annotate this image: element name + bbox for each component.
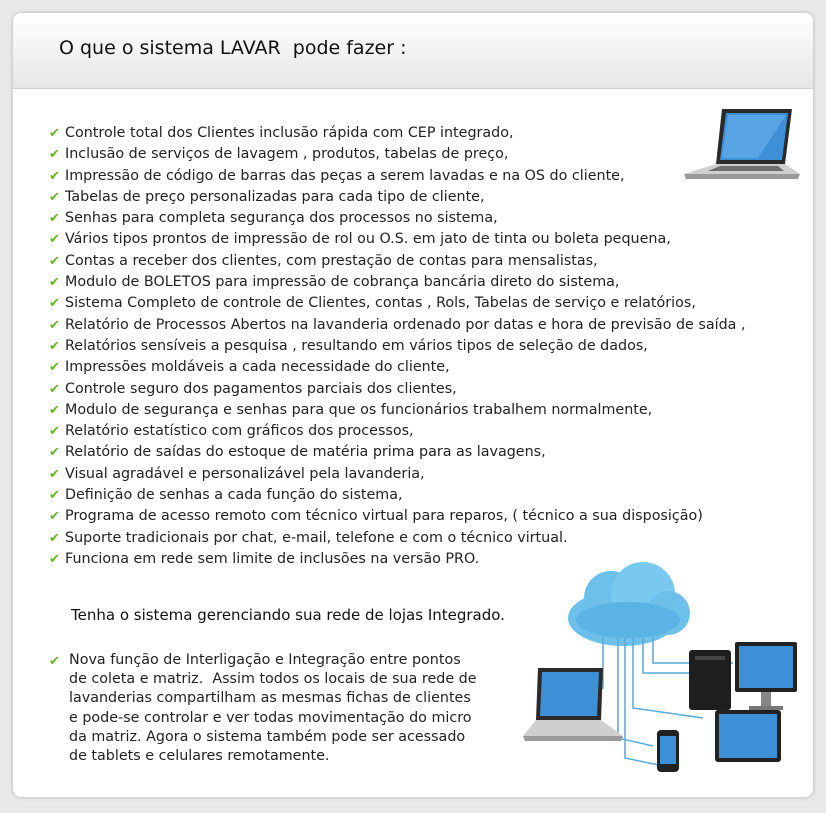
cloud-icon bbox=[568, 562, 690, 646]
check-icon: ✔ bbox=[49, 275, 60, 291]
list-item: ✔ Visual agradável e personalizável pela lavanderia, bbox=[49, 464, 746, 485]
check-icon: ✔ bbox=[49, 360, 60, 376]
list-item: ✔ Impressão de código de barras das peças a serem lavadas e na OS do cliente, bbox=[49, 166, 746, 187]
check-icon: ✔ bbox=[49, 168, 60, 184]
integration-feature bbox=[49, 651, 477, 766]
check-icon: ✔ bbox=[49, 189, 60, 205]
cloud-network-illustration bbox=[503, 558, 808, 793]
check-icon: ✔ bbox=[49, 488, 60, 504]
list-item: ✔ Senhas para completa segurança dos processos no sistema, bbox=[49, 208, 746, 229]
list-item: ✔ Controle total dos Clientes inclusão rápida com CEP integrado, bbox=[49, 123, 746, 144]
list-item: ✔ Tabelas de preço personalizadas para cada tipo de cliente, bbox=[49, 187, 746, 208]
list-item: ✔ Impressões moldáveis a cada necessidade do cliente, bbox=[49, 357, 746, 378]
check-icon: ✔ bbox=[49, 253, 60, 269]
feature-list bbox=[49, 123, 746, 570]
tagline: Tenha o sistema gerenciando sua rede de lojas Integrado. bbox=[71, 606, 505, 624]
check-icon: ✔ bbox=[49, 551, 60, 567]
check-icon: ✔ bbox=[49, 296, 60, 312]
computer-tower-icon bbox=[689, 650, 731, 710]
list-item: ✔ Inclusão de serviços de lavagem , produtos, tabelas de preço, bbox=[49, 144, 746, 165]
list-item: ✔ Definição de senhas a cada função do sistema, bbox=[49, 485, 746, 506]
check-icon: ✔ bbox=[49, 338, 60, 354]
content-card bbox=[13, 13, 813, 797]
check-icon: ✔ bbox=[49, 147, 60, 163]
page-title: O que o sistema LAVAR pode fazer : bbox=[59, 37, 407, 59]
list-item: ✔ Relatórios sensíveis a pesquisa , resultando em vários tipos de seleção de dados, bbox=[49, 336, 746, 357]
monitor-icon bbox=[735, 642, 797, 710]
list-item: ✔ Relatório de saídas do estoque de matéria prima para as lavagens, bbox=[49, 442, 746, 463]
list-item: ✔ Suporte tradicionais por chat, e-mail, telefone e com o técnico virtual. bbox=[49, 528, 746, 549]
check-icon: ✔ bbox=[49, 445, 60, 461]
check-icon: ✔ bbox=[49, 232, 60, 248]
check-icon: ✔ bbox=[49, 466, 60, 482]
check-icon: ✔ bbox=[49, 509, 60, 525]
list-item: ✔ Modulo de BOLETOS para impressão de cobrança bancária direto do sistema, bbox=[49, 272, 746, 293]
check-icon: ✔ bbox=[49, 654, 60, 669]
list-item: ✔ Sistema Completo de controle de Clientes, contas , Rols, Tabelas de serviço e relatórios, bbox=[49, 293, 746, 314]
list-item: ✔ Modulo de segurança e senhas para que os funcionários trabalhem normalmente, bbox=[49, 400, 746, 421]
list-item: ✔ Relatório estatístico com gráficos dos processos, bbox=[49, 421, 746, 442]
check-icon: ✔ bbox=[49, 530, 60, 546]
list-item: ✔ Vários tipos prontos de impressão de rol ou O.S. em jato de tinta ou boleta pequena, bbox=[49, 229, 746, 250]
check-icon: ✔ bbox=[49, 317, 60, 333]
laptop-icon bbox=[523, 668, 623, 741]
tablet-monitor-icon bbox=[715, 710, 781, 762]
header-bar bbox=[13, 13, 813, 89]
list-item: ✔ Funciona em rede sem limite de inclusões na versão PRO. bbox=[49, 549, 746, 570]
check-icon: ✔ bbox=[49, 126, 60, 141]
check-icon: ✔ bbox=[49, 381, 60, 397]
check-icon: ✔ bbox=[49, 424, 60, 440]
check-icon: ✔ bbox=[49, 211, 60, 227]
list-item: ✔ Controle seguro dos pagamentos parciais dos clientes, bbox=[49, 379, 746, 400]
list-item: ✔ Programa de acesso remoto com técnico virtual para reparos, ( técnico a sua disposição) bbox=[49, 506, 746, 527]
phone-icon bbox=[657, 730, 679, 772]
check-icon: ✔ bbox=[49, 402, 60, 418]
list-item: ✔ Contas a receber dos clientes, com prestação de contas para mensalistas, bbox=[49, 251, 746, 272]
integration-text: Nova função de Interligação e Integração entre pontos de coleta e matriz. Assim todos os locais de sua rede de lavanderias compartilham as mesmas fichas de clientes e pode-se controlar e ver todas movimentação do micro da matriz. Agora o sistema também pode ser acessado de tablets e celulares remotamente. bbox=[69, 652, 477, 765]
list-item: ✔ Relatório de Processos Abertos na lavanderia ordenado por datas e hora de previsão de saída , bbox=[49, 315, 746, 336]
